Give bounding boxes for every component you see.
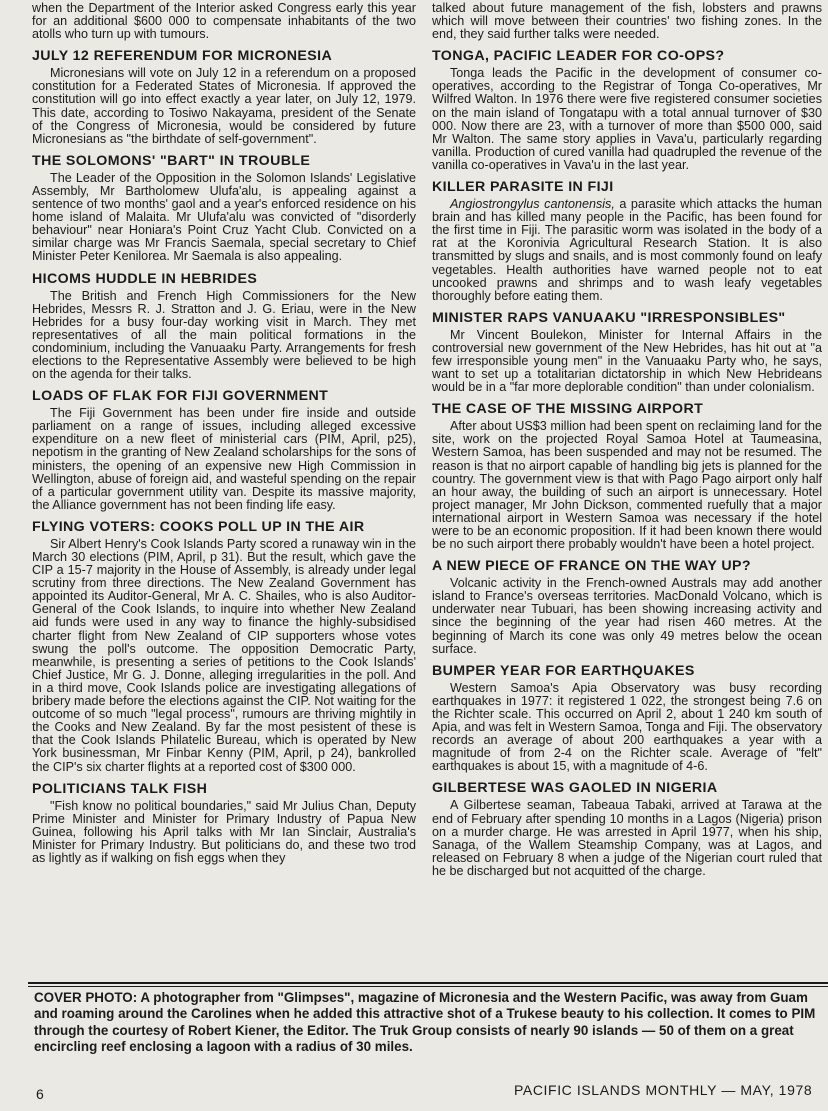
article-body-text: a parasite which attacks the human brain and has killed many people in the Pacific, has been found for the first time in Fiji. The parasitic worm was isolated in the body of a rat at the Koronivia Agricultural Research Station. It is also transmitted by slugs and snails, and is most commonly found on leafy vegetables. Health authorities have warned people not to eat uncooked prawns and shrimps and to wash leafy vegetables thoroughly before eating them. xyxy=(432,197,822,303)
article-body: Tonga leads the Pacific in the development of consumer co-operatives, according to the Registrar of Tonga Co-operatives, Mr Wilfred Walton. In 1976 there were five registered consumer societies on the main island of Tongatapu with a total annual turnover of $30 000. Now there are 23, with a turnover of more than $500 000, said Mr Walton. The same story applies in Vava'u, particularly regarding vanilla. Production of cured vanilla had quadrupled the revenue of the vanilla co-operatives in Vava'u in the last year. xyxy=(432,66,822,172)
article-heading: THE CASE OF THE MISSING AIRPORT xyxy=(432,401,704,418)
right-column xyxy=(432,2,822,878)
article-heading: THE SOLOMONS' "BART" IN TROUBLE xyxy=(32,152,311,169)
article-heading: TONGA, PACIFIC LEADER FOR CO-OPS? xyxy=(432,48,725,65)
cover-photo-caption: COVER PHOTO: A photographer from "Glimpses", magazine of Micronesia and the Western Pacific, was away from Guam and roaming around the Carolines when he added this attractive shot of a Trukese beauty to his collection. It comes to PIM through the courtesy of Robert Kiener, the Editor. The Truk Group consists of nearly 90 islands — 50 of them on a great encircling reef enclosing a lagoon with a radius of 30 miles. xyxy=(34,990,816,1055)
article-body: "Fish know no political boundaries," said Mr Julius Chan, Deputy Prime Minister and Minister for Primary Industry of Papua New Guinea, following his April talks with Mr Ian Sinclair, Australia's Minister for Primary Industry. But politicians do, and these two trod as lightly as if walking on fish eggs when they xyxy=(32,798,416,865)
article-heading: KILLER PARASITE IN FIJI xyxy=(432,179,614,196)
article-body: Mr Vincent Boulekon, Minister for Internal Affairs in the controversial new government of the New Hebrides, has hit out at "a few irresponsible young men" in the Vanuaaku Party who, he says, want to set up a totalitarian dictatorship in which New Hebrideans would be in a "far more deplorable condition" than under colonialism. xyxy=(432,327,822,395)
article-heading: GILBERTESE WAS GAOLED IN NIGERIA xyxy=(432,780,718,797)
article-heading: POLITICIANS TALK FISH xyxy=(32,780,208,797)
article-body: Sir Albert Henry's Cook Islands Party scored a runaway win in the March 30 elections (PIM, April, p 31). But the result, which gave the CIP a 15-7 majority in the House of Assembly, is already under legal scrutiny from three directions. The New Zealand Government has appointed its Auditor-General, Mr A. C. Shailes, who is also Auditor-General of the Cook Islands, to inquire into whether New Zealand aid funds were used in any way to finance the highly-subsidised charter flight from New Zealand of CIP supporters whose votes swung the poll's outcome. The opposition Democratic Party, meanwhile, is presenting a series of petitions to the Cook Islands' Chief Justice, Mr G. J. Donne, alleging irregularities in the poll. And in a third move, Cook Islands police are investigating allegations of bribery made before the elections against the CIP. Not waiting for the outcome of so much "legal process", rumours are thriving mightily in the Cooks and New Zealand. By far the most pesistent of these is that the Cook Islands Philatelic Bureau, which is operated by New York businessman, Mr Finbar Kenny (PIM, April, p 24), bankrolled the CIP's six charter flights at a reported cost of $300 000. xyxy=(32,536,416,774)
page-number: 6 xyxy=(36,1086,44,1102)
article-heading: MINISTER RAPS VANUAAKU "IRRESPONSIBLES" xyxy=(432,309,786,326)
article-body: The Leader of the Opposition in the Solomon Islands' Legislative Assembly, Mr Bartholomew Ulufa'alu, is appealing against a sentence of two months' gaol and a year's enforced residence on his home island of Malaita. Mr Ulufa'alu was convicted of "disorderly behaviour" near Honiara's Point Cruz Yacht Club. Convicted on a similar charge was Mr Francis Saemala, special secretary to Chief Minister Peter Kenilorea. Mr Saemala is also appealing. xyxy=(32,170,416,264)
section-divider xyxy=(28,982,828,984)
article-body: The Fiji Government has been under fire inside and outside parliament on a range of issues, including alleged excessive expenditure on a new fleet of ministerial cars (PIM, April, p25), nepotism in the granting of New Zealand scholarships for the sons of ministers, the opening of an expensive new High Commission in Wellington, abuse of foreign aid, and wasteful spending on the repair of a particular government utility van. Despite its massive majority, the Alliance government has not been finding life easy. xyxy=(32,406,416,512)
article-heading: JULY 12 REFERENDUM FOR MICRONESIA xyxy=(32,48,333,65)
species-name: Angiostrongylus cantonensis, xyxy=(450,197,615,212)
article-body xyxy=(432,198,822,303)
article-heading: LOADS OF FLAK FOR FIJI GOVERNMENT xyxy=(32,388,329,405)
article-heading: HICOMS HUDDLE IN HEBRIDES xyxy=(32,270,258,287)
continued-paragraph: talked about future management of the fish, lobsters and prawns which will move between their countries' two fishing zones. In the end, they said further talks were needed. xyxy=(432,1,822,42)
article-heading: A NEW PIECE OF FRANCE ON THE WAY UP? xyxy=(432,558,751,575)
article-body: After about US$3 million had been spent on reclaiming land for the site, work on the projected Royal Samoa Hotel at Taumeasina, Western Samoa, has been suspended and may not be resumed. The reason is that no airport capable of handling big jets is planned for the country. The government view is that with Pago Pago airport only half an hour away, the building of such an airport is unnecessary. Hotel project manager, Mr John Dickson, commented ruefully that a major international airport in Western Samoa was necessary if the hotel were to be an economic proposition. If it had been known there would be no such airport there probably wouldn't have been a hotel project. xyxy=(432,419,822,552)
article-body: A Gilbertese seaman, Tabeaua Tabaki, arrived at Tarawa at the end of February after spending 10 months in a Lagos (Nigeria) prison on a murder charge. He was arrested in April 1977, when his ship, Sanaga, of the Wallem Steamship Company, was at Lagos, and released on February 8 when a judge of the Nigerian court ruled that he be discharged but not acquitted of the charge. xyxy=(432,798,822,878)
article-body: Western Samoa's Apia Observatory was busy recording earthquakes in 1977: it registered 1 022, the strongest being 7.6 on the Richter scale. This occurred on April 2, about 1 240 km south of Apia, and was felt in Western Samoa, Tonga and Fiji. The observatory records an average of about 200 earthquakes a year with a magnitude of from 2-4 on the Richter scale. Average of "felt" earthquakes is about 15, with a magnitude of 4-6. xyxy=(432,680,822,774)
article-heading: FLYING VOTERS: COOKS POLL UP IN THE AIR xyxy=(32,518,365,535)
article-body: Volcanic activity in the French-owned Australs may add another island to France's overseas territories. MacDonald Volcano, which is underwater near Tubuari, has been showing increasing activity and since the beginning of the year had risen 460 metres. At the beginning of March its cone was only 49 metres below the ocean surface. xyxy=(432,576,822,656)
article-body: Micronesians will vote on July 12 in a referendum on a proposed constitution for a Federated States of Micronesia. If approved the constitution will go into effect exactly a year later, on July 12, 1979. This date, according to Tosiwo Nakayama, president of the Senate of the Congress of Micronesia, would be considered by future Micronesians as "the birthdate of self-government". xyxy=(32,66,416,146)
left-column xyxy=(32,2,416,865)
running-title: PACIFIC ISLANDS MONTHLY — MAY, 1978 xyxy=(514,1082,813,1098)
continued-paragraph: when the Department of the Interior asked Congress early this year for an additional $600 000 to compensate inhabitants of the two atolls who turn up with tumours. xyxy=(32,1,416,42)
article-heading: BUMPER YEAR FOR EARTHQUAKES xyxy=(432,662,695,679)
article-body: The British and French High Commissioners for the New Hebrides, Messrs R. J. Stratton and J. G. Eriau, were in the New Hebrides for a busy four-day working visit in March. They met representatives of all the main political formations in the condominium, including the Vanuaaku Party. Arrangements for fresh elections to the Representative Assembly were believed to be high on the agenda for their talks. xyxy=(32,288,416,382)
section-divider-thin xyxy=(28,986,828,987)
